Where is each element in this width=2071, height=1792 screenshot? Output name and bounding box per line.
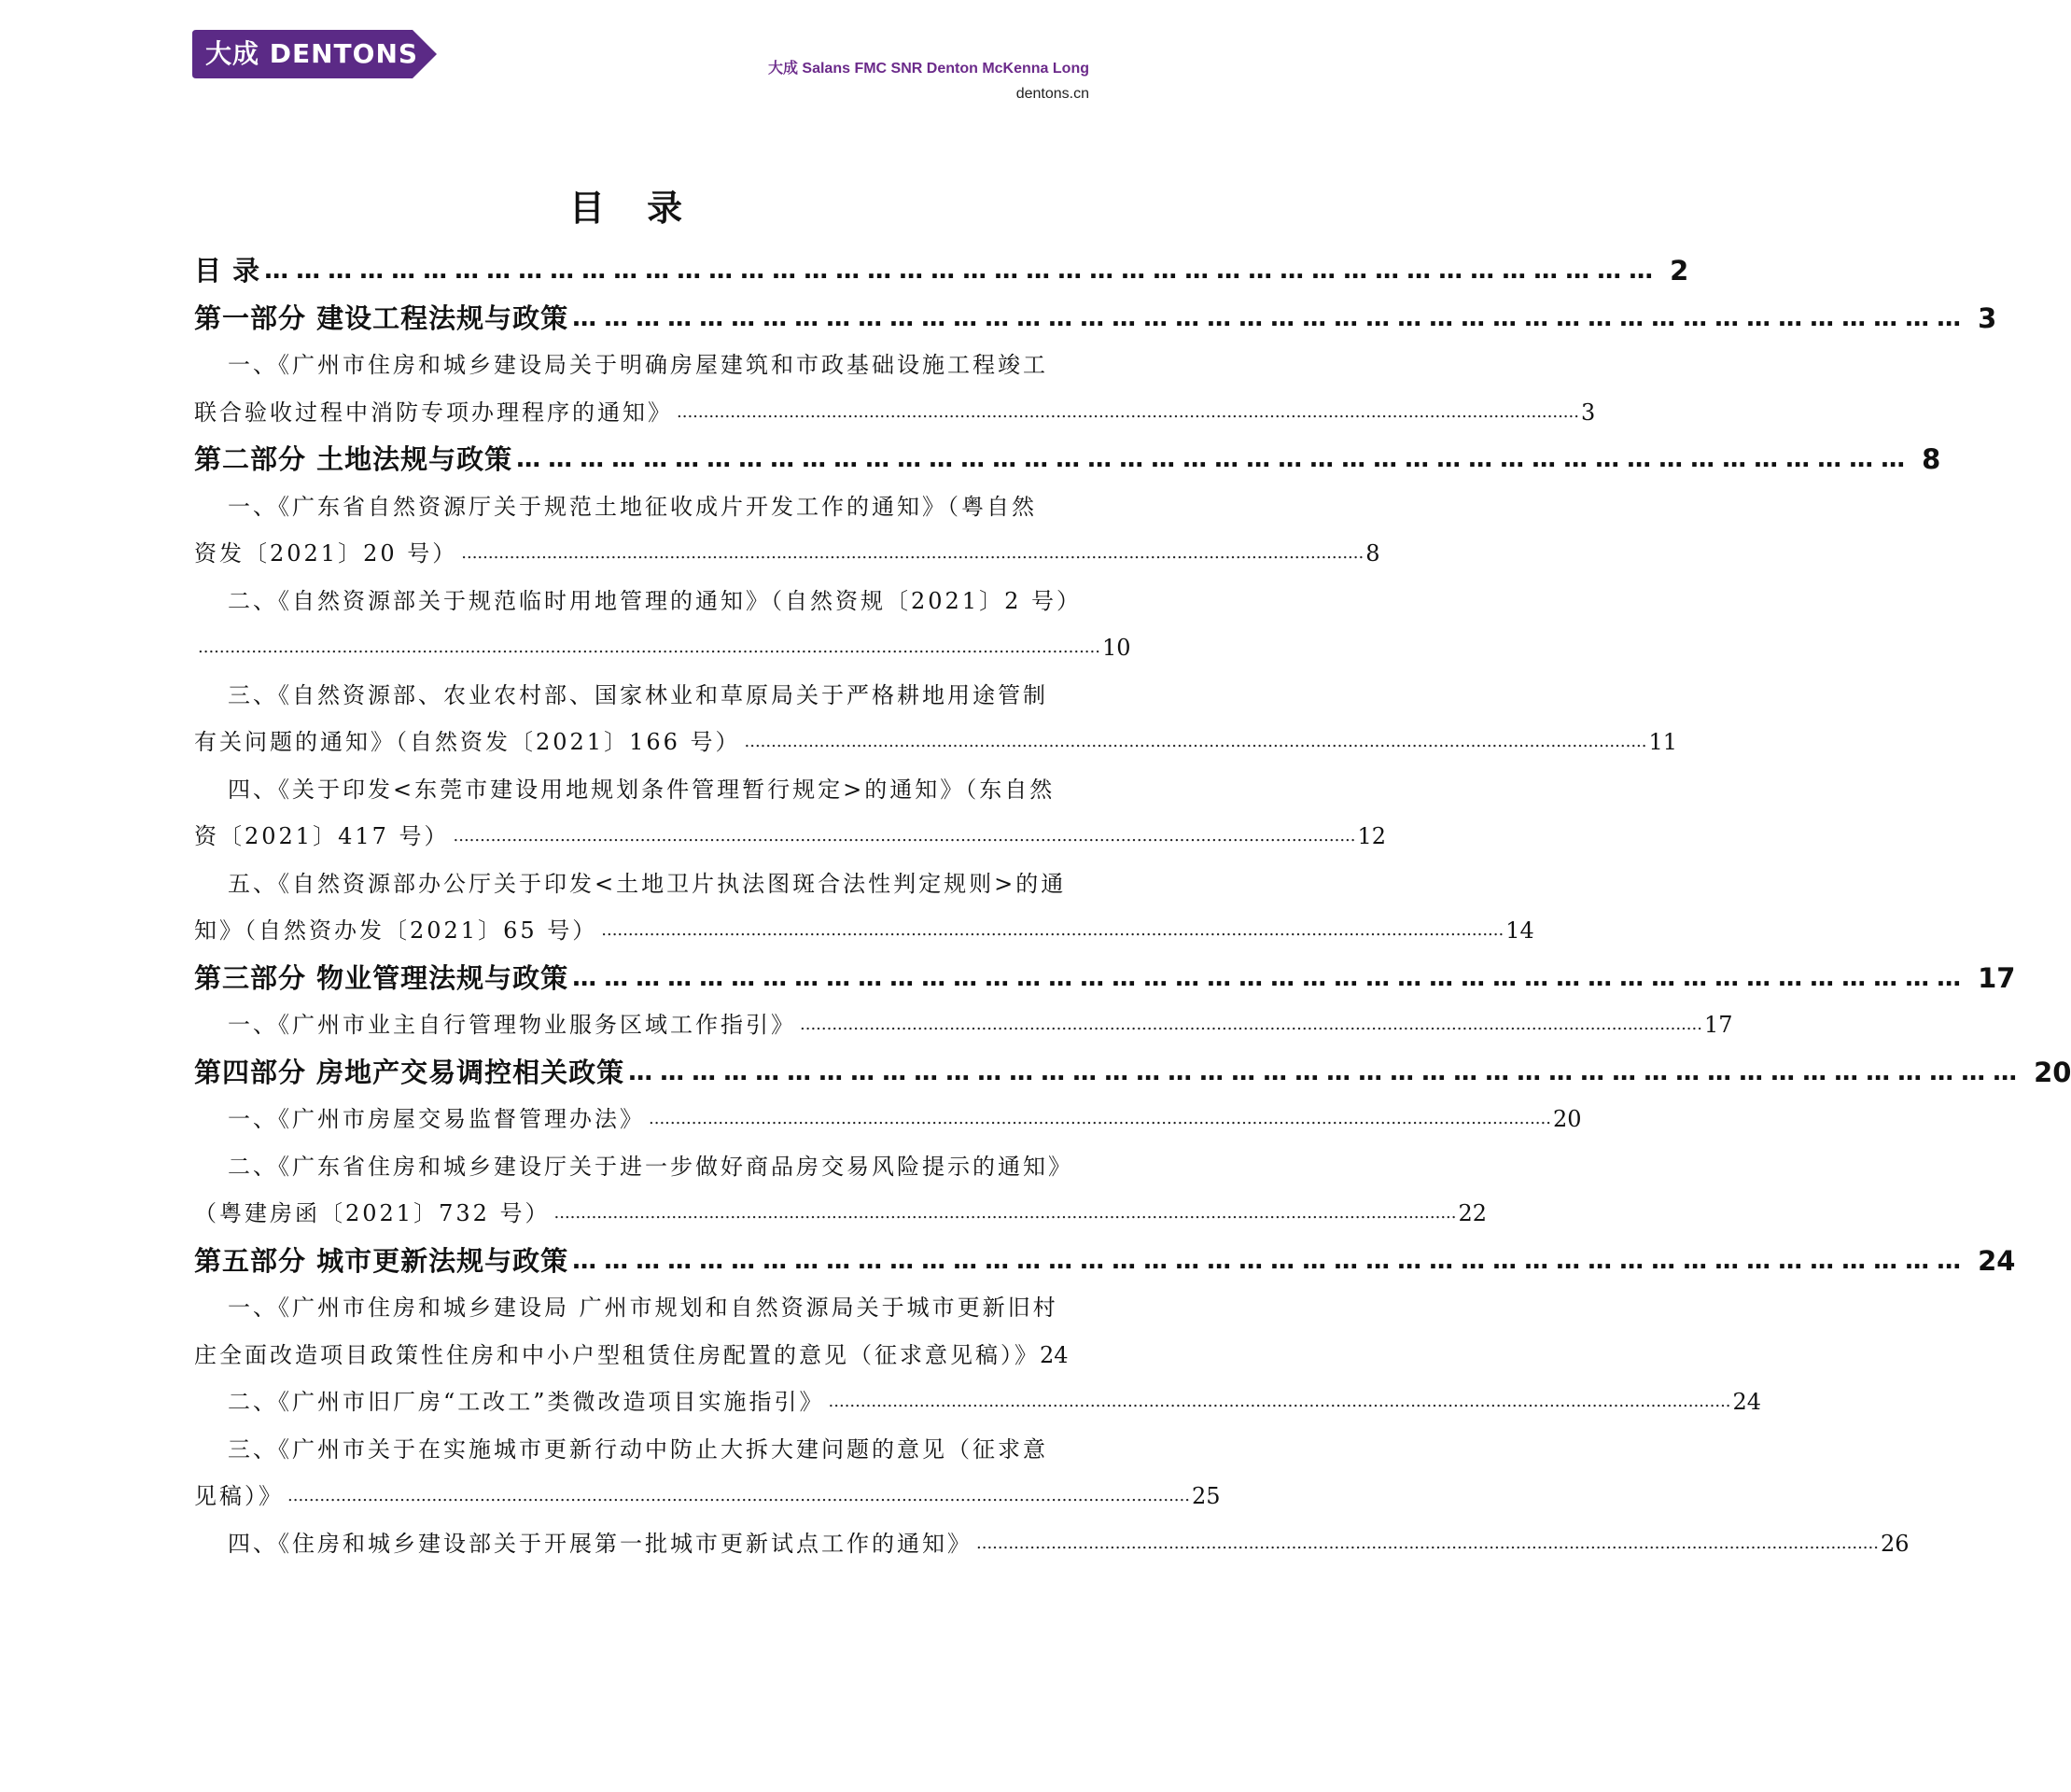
toc-entry-title-cont: 庄全面改造项目政策性住房和中小户型租赁住房配置的意见（征求意见稿）》 xyxy=(194,1341,1040,1368)
toc-entry-page: 10 xyxy=(1101,635,1131,661)
toc-entry[interactable] xyxy=(194,672,1081,720)
toc-entry[interactable] xyxy=(194,578,1081,625)
toc-entry-title: 一、《广州市住房和城乡建设局 广州市规划和自然资源局关于城市更新旧村 xyxy=(228,1295,1058,1321)
toc-entry[interactable]: 第一部分 建设工程法规与政策 …………………………………………………………………………………………………………………… 3 xyxy=(194,295,1081,343)
toc-entry-page: 24 xyxy=(1978,1244,2016,1277)
toc-entry-page: 25 xyxy=(1191,1483,1221,1509)
toc-entry-page: 11 xyxy=(1648,729,1678,755)
toc-entry[interactable]: 第三部分 物业管理法规与政策 …………………………………………………………………………………………………………………… 17 xyxy=(194,955,1081,1002)
toc-entry-title: 一、《广东省自然资源厅关于规范土地征收成片开发工作的通知》（粤自然 xyxy=(228,493,1037,520)
toc-entry-title-cont: 资发〔2021〕20 号） xyxy=(194,540,458,567)
toc-entry-continued[interactable]: 见稿）》 ......................................................................................................................................................................... 25 xyxy=(194,1473,1081,1520)
toc-entry-page: 2 xyxy=(1670,255,1689,287)
toc-entry-continued[interactable]: 知》（自然资办发〔2021〕65 号） ......................................................................................................................................................................... 14 xyxy=(194,907,1081,955)
toc-entry[interactable]: 一、《广州市房屋交易监督管理办法》 ......................................................................................................................................................................... 20 xyxy=(194,1096,1081,1143)
toc-entry[interactable] xyxy=(194,483,1081,531)
toc-entry-continued[interactable] xyxy=(194,1332,1081,1379)
toc-entry-page: 17 xyxy=(1703,1012,1733,1038)
toc-entry-continued[interactable]: 资发〔2021〕20 号） ......................................................................................................................................................................... 8 xyxy=(194,530,1081,578)
toc-entry-title: 第一部分 建设工程法规与政策 xyxy=(194,301,569,334)
toc-entry[interactable]: 第四部分 房地产交易调控相关政策 …………………………………………………………………………………………………………………… 20 xyxy=(194,1049,1081,1097)
toc-entry-title: 二、《广州市旧厂房“工改工”类微改造项目实施指引》 xyxy=(228,1389,825,1415)
toc-entry-title-cont: 资〔2021〕417 号） xyxy=(194,823,450,849)
toc-entry-title: 目 录 xyxy=(194,255,261,287)
toc-entry-title: 第二部分 土地法规与政策 xyxy=(194,443,513,475)
header-site: dentons.cn xyxy=(1015,86,1089,102)
toc-entry-continued[interactable]: （粤建房函〔2021〕732 号） ......................................................................................................................................................................... 22 xyxy=(194,1190,1081,1238)
toc-entry[interactable] xyxy=(194,766,1081,814)
toc-entry-continued[interactable]: 联合验收过程中消防专项办理程序的通知》 ......................................................................................................................................................................... 3 xyxy=(194,389,1081,437)
toc-entry-page: 24 xyxy=(1732,1389,1762,1415)
toc-entry-title: 三、《自然资源部、农业农村部、国家林业和草原局关于严格耕地用途管制 xyxy=(228,681,1048,708)
toc-entry[interactable] xyxy=(194,1284,1081,1332)
toc-entry-page: 12 xyxy=(1357,823,1387,849)
toc-entry-title-cont: 见稿）》 xyxy=(194,1483,284,1509)
toc-entry-title: 一、《广州市业主自行管理物业服务区域工作指引》 xyxy=(228,1012,796,1038)
toc-entry-title-cont: 联合验收过程中消防专项办理程序的通知》 xyxy=(194,399,673,426)
page-title: 目 录 xyxy=(568,188,698,229)
toc-entry-continued[interactable]: 有关问题的通知》（自然资发〔2021〕166 号） ......................................................................................................................................................................... 11 xyxy=(194,719,1081,766)
toc-entry-page: 22 xyxy=(1458,1200,1488,1226)
toc-entry[interactable]: 第五部分 城市更新法规与政策 …………………………………………………………………………………………………………………… 24 xyxy=(194,1238,1081,1285)
toc-entry[interactable] xyxy=(194,861,1081,908)
table-of-contents xyxy=(194,247,2071,1567)
toc-entry[interactable]: 目 录 …………………………………………………………………………………………………………………… 2 xyxy=(194,247,1081,295)
toc-entry-title: 三、《广州市关于在实施城市更新行动中防止大拆大建问题的意见（征求意 xyxy=(228,1435,1048,1463)
toc-entry-page: 26 xyxy=(1880,1530,1910,1557)
toc-entry-title-cont: 有关问题的通知》（自然资发〔2021〕166 号） xyxy=(194,729,741,755)
toc-entry-page: 14 xyxy=(1505,917,1534,944)
toc-entry[interactable] xyxy=(194,1143,1081,1191)
toc-entry-page: 24 xyxy=(1040,1341,1069,1368)
toc-entry-title: 四、《住房和城乡建设部关于开展第一批城市更新试点工作的通知》 xyxy=(228,1530,973,1557)
toc-entry[interactable]: 一、《广州市业主自行管理物业服务区域工作指引》 ......................................................................................................................................................................... 17 xyxy=(194,1001,1081,1049)
toc-entry-title-cont: 知》（自然资办发〔2021〕65 号） xyxy=(194,917,598,944)
toc-entry-page: 20 xyxy=(1552,1106,1582,1132)
toc-entry-page: 17 xyxy=(1978,961,2016,994)
toc-entry-title: 一、《广州市住房和城乡建设局关于明确房屋建筑和市政基础设施工程竣工 xyxy=(228,352,1048,378)
toc-entry-title: 一、《广州市房屋交易监督管理办法》 xyxy=(228,1106,645,1132)
toc-entry-title: 四、《关于印发<东莞市建设用地规划条件管理暂行规定>的通知》（东自然 xyxy=(228,776,1056,803)
header-tagline: 大成 Salans FMC SNR Denton McKenna Long xyxy=(767,61,1089,77)
toc-entry-page: 3 xyxy=(1978,301,1997,334)
toc-entry-title-cont: （粤建房函〔2021〕732 号） xyxy=(194,1200,551,1226)
toc-entry[interactable]: 二、《广州市旧厂房“工改工”类微改造项目实施指引》 ......................................................................................................................................................................... 24 xyxy=(194,1379,1081,1426)
toc-entry-title: 二、《自然资源部关于规范临时用地管理的通知》（自然资规〔2021〕2 号） xyxy=(228,587,1082,614)
toc-entry[interactable]: 第二部分 土地法规与政策 …………………………………………………………………………………………………………………… 8 xyxy=(194,436,1081,483)
toc-entry-title: 第四部分 房地产交易调控相关政策 xyxy=(194,1056,625,1088)
toc-entry-page: 8 xyxy=(1365,540,1380,567)
toc-entry[interactable] xyxy=(194,342,1081,389)
toc-entry-page: 3 xyxy=(1580,399,1596,426)
toc-entry-continued[interactable]: 资〔2021〕417 号） ......................................................................................................................................................................... 12 xyxy=(194,813,1081,861)
toc-entry-title: 五、《自然资源部办公厅关于印发<土地卫片执法图斑合法性判定规则>的通 xyxy=(228,870,1067,897)
toc-entry-page: 8 xyxy=(1922,443,1941,475)
toc-entry-continued[interactable]: ......................................................................................................................................................................... 10 xyxy=(194,624,1081,672)
toc-entry[interactable] xyxy=(194,1426,1081,1474)
toc-entry-title: 第五部分 城市更新法规与政策 xyxy=(194,1244,569,1277)
toc-entry-title: 第三部分 物业管理法规与政策 xyxy=(194,961,569,994)
logo-text: 大成 DENTONS xyxy=(205,38,419,69)
toc-entry[interactable]: 四、《住房和城乡建设部关于开展第一批城市更新试点工作的通知》 ......................................................................................................................................................................... 26 xyxy=(194,1520,1081,1568)
toc-entry-page: 20 xyxy=(2034,1056,2071,1088)
toc-entry-title: 二、《广东省住房和城乡建设厅关于进一步做好商品房交易风险提示的通知》 xyxy=(228,1153,1073,1180)
